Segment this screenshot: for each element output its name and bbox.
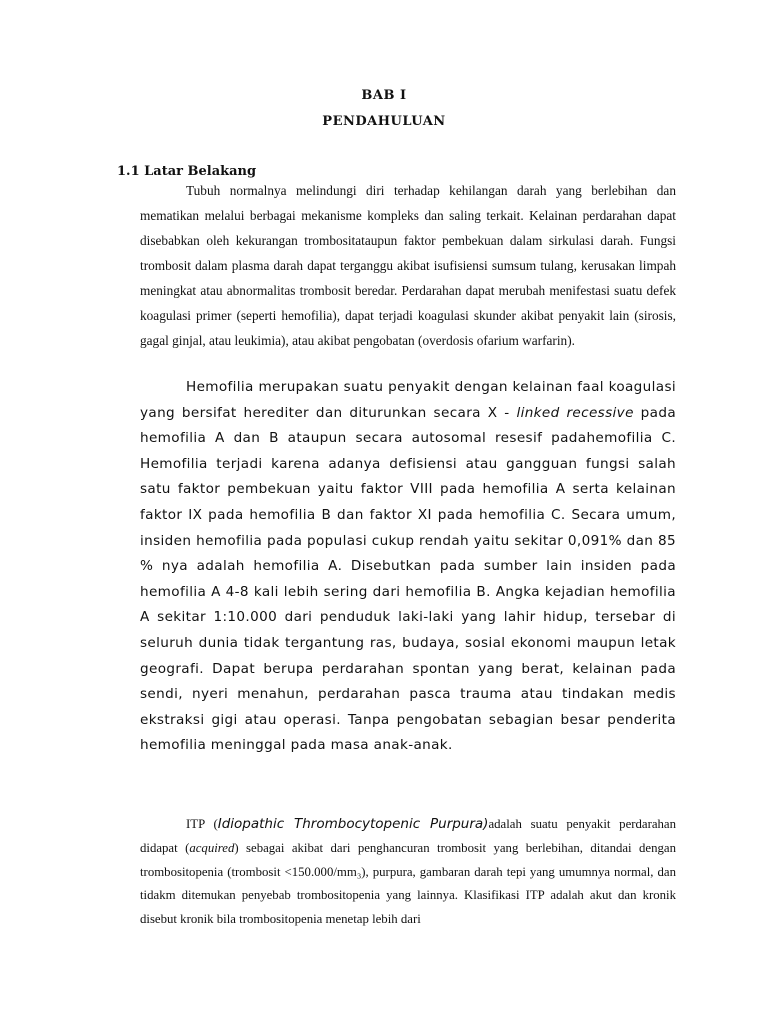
paragraph-hemofilia-text-1: Hemofilia merupakan suatu penyakit dengan kelainan faal koagulasi yang bersifat herediter dan diturunkan secara X - bbox=[140, 379, 676, 421]
paragraph-itp-text-3: ) sebagai akibat dari penghancuran trombosit yang berlebihan, ditandai dengan trombositopenia (trombosit <150.000/mm₃), purpura, gambaran darah tepi yang umumnya normal, dan tidakm ditemukan penyebab trombositopenia yang lainnya. Klasifikasi ITP adalah akut dan kronik disebut kronik bila trombositopenia menetap lebih dari bbox=[140, 840, 676, 927]
paragraph-hemofilia bbox=[140, 375, 676, 759]
paragraph-background-text: Tubuh normalnya melindungi diri terhadap kehilangan darah yang berlebihan dan mematikan melalui berbagai mekanisme kompleks dan saling terkait. Kelainan perdarahan dapat disebabkan oleh kekurangan trombositataupun faktor pembekuan dalam sirkulasi darah. Fungsi trombosit dalam plasma darah dapat terganggu akibat isufisiensi sumsum tulang, kerusakan limpah meningkat atau abnormalitas trombosit beredar. Perdarahan dapat merubah menifestasi suatu defek koagulasi primer (seperti hemofilia), dapat terjadi koagulasi skunder akibat penyakit lain (sirosis, gagal ginjal, atau leukimia), atau akibat pengobatan (overdosis ofarium warfarin). bbox=[140, 183, 676, 348]
paragraph-background bbox=[140, 178, 676, 353]
paragraph-hemofilia-text-2: pada hemofilia A dan B ataupun secara autosomal resesif padahemofilia C. Hemofilia terjadi karena adanya defisiensi atau gangguan fungsi salah satu faktor pembekuan yaitu faktor VIII pada hemofilia A serta kelainan faktor IX pada hemofilia B dan faktor XI pada hemofilia C. Secara umum, insiden hemofilia pada populasi cukup rendah yaitu sekitar 0,091% dan 85 % nya adalah hemofilia A. Disebutkan pada sumber lain insiden pada hemofilia A 4-8 kali lebih sering dari hemofilia B. Angka kejadian hemofilia A sekitar 1:10.000 dari penduduk laki-laki yang lahir hidup, tersebar di seluruh dunia tidak tergantung ras, budaya, sosial ekonomi maupun letak geografi. Dapat berupa perdarahan spontan yang berat, kelainan pada sendi, nyeri menahun, perdarahan pasca trauma atau tindakan medis ekstraksi gigi atau operasi. Tanpa pengobatan sebagian besar penderita hemofilia meninggal pada masa anak-anak. bbox=[140, 404, 677, 754]
paragraph-itp bbox=[140, 813, 676, 933]
section-title: 1.1 Latar Belakang bbox=[117, 164, 257, 179]
acquired-term: acquired bbox=[189, 840, 235, 855]
chapter-title: PENDAHULUAN bbox=[322, 114, 446, 129]
itp-full-term: Idiopathic Thrombocytopenic Purpura) bbox=[217, 816, 489, 832]
chapter-number: BAB I bbox=[361, 88, 407, 103]
paragraph-itp-text-1: ITP ( bbox=[186, 817, 218, 831]
linked-recessive-term: linked recessive bbox=[516, 404, 634, 421]
paragraph-itp-text-2: adalah suatu penyakit perdarahan didapat ( bbox=[140, 817, 676, 855]
